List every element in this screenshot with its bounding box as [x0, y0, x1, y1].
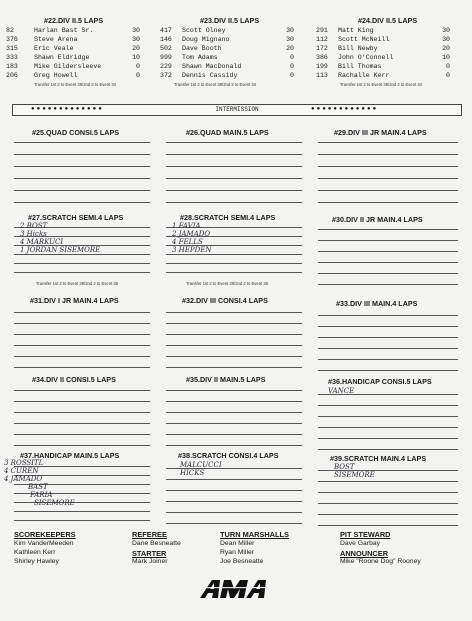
- event-35-lines: [166, 390, 302, 446]
- event-22: [6, 16, 154, 94]
- entry-points: 10: [132, 54, 140, 61]
- entry-points: 0: [290, 72, 294, 79]
- entry-number: 206: [6, 72, 18, 79]
- entry-points: 0: [290, 63, 294, 70]
- handwritten-entry: 3 ROSSITL: [4, 459, 44, 467]
- entry-points: 30: [442, 27, 450, 34]
- event-33-lines: [318, 315, 458, 371]
- entry-name: Harlan Bast Sr.: [34, 27, 94, 34]
- entry-points: 20: [442, 45, 450, 52]
- event-25-lines: [14, 142, 150, 203]
- handwritten-entry: MALCUCCI: [180, 461, 222, 469]
- handwritten-entry: 4 FELLS: [172, 238, 203, 246]
- official-name: Dane Besneatte: [132, 540, 181, 547]
- handwritten-entry: FARIA: [30, 491, 53, 499]
- event-28-title: #28.SCRATCH SEMI.4 LAPS: [180, 213, 276, 222]
- event-31-title: #31.DIV I JR MAIN.4 LAPS: [30, 296, 119, 305]
- entry-points: 30: [442, 36, 450, 43]
- event-23: [160, 16, 308, 94]
- handwritten-entry: 2 JAMADO: [172, 230, 211, 238]
- entry-number: 376: [6, 36, 18, 43]
- entry-number: 502: [160, 45, 172, 52]
- entry-number: 183: [6, 63, 18, 70]
- entry-name: Scott Olney: [182, 27, 226, 34]
- scorekeepers-heading: SCOREKEEPERS: [14, 530, 76, 539]
- event-30-lines: [318, 229, 458, 285]
- entry-points: 30: [286, 36, 294, 43]
- official-name: Mark Joiner: [132, 558, 168, 565]
- entry-number: 417: [160, 27, 172, 34]
- event-38-title: #38.SCRATCH CONSI.4 LAPS: [178, 451, 279, 460]
- entry-name: Bill Newby: [338, 45, 378, 52]
- entry-number: 372: [160, 72, 172, 79]
- event-26-lines: [166, 142, 302, 203]
- handwritten-entry: 1 JORDAN SISEMORE: [20, 246, 101, 254]
- entry-name: Eric Veale: [34, 45, 74, 52]
- entry-points: 0: [446, 63, 450, 70]
- entry-points: 0: [136, 63, 140, 70]
- entry-name: Mike Gildersleeve: [34, 63, 102, 70]
- entry-points: 10: [442, 54, 450, 61]
- referee-heading: REFEREE: [132, 530, 167, 539]
- entry-number: 172: [316, 45, 328, 52]
- transfer-note: Transfer 1st 2 to Event 39/2nd 2 to Event 34: [34, 82, 117, 87]
- entry-points: 0: [290, 54, 294, 61]
- entry-number: 386: [316, 54, 328, 61]
- event-27-title: #27.SCRATCH SEMI.4 LAPS: [28, 213, 124, 222]
- official-name: Ryan Miller: [220, 549, 254, 556]
- transfer-note: Transfer 1st 2 to Event 39/2nd 2 to Event 38: [186, 281, 269, 286]
- event-33-title: #33.DIV III MAIN.4 LAPS: [336, 299, 418, 308]
- handwritten-entry: SISEMORE: [334, 471, 375, 479]
- entry-number: 333: [6, 54, 18, 61]
- entry-number: 82: [6, 27, 14, 34]
- entry-name: Shawn Eldridge: [34, 54, 90, 61]
- entry-name: Rachalle Kerr: [338, 72, 390, 79]
- handwritten-entry: SISEMORE: [34, 499, 75, 507]
- entry-name: Bill Thomas: [338, 63, 382, 70]
- handwritten-entry: 3 HEPDEN: [172, 246, 212, 254]
- event-37-title: #37.HANDICAP MAIN.5 LAPS: [20, 451, 120, 460]
- entry-name: Shawn MacDonald: [182, 63, 242, 70]
- entry-points: 30: [286, 27, 294, 34]
- official-name: Kim VanderMeeden: [14, 540, 74, 547]
- handwritten-entry: HICKS: [180, 469, 205, 477]
- entry-number: 112: [316, 36, 328, 43]
- official-name: Joe Besneatte: [220, 558, 264, 565]
- official-name: Kathleen Kerr: [14, 549, 56, 556]
- entry-name: Scott McNeill: [338, 36, 390, 43]
- official-name: Mike "Roone Dog" Rooney: [340, 558, 421, 565]
- entry-name: Tom Adams: [182, 54, 218, 61]
- handwritten-entry: BAST: [28, 483, 48, 491]
- entry-name: Doug Mignano: [182, 36, 230, 43]
- entry-points: 30: [132, 27, 140, 34]
- entry-name: Steve Arena: [34, 36, 78, 43]
- event-32-title: #32.DIV III CONSI.4 LAPS: [182, 296, 268, 305]
- entry-points: 0: [446, 72, 450, 79]
- event-title: #24.DIV II.5 LAPS: [358, 16, 418, 25]
- entry-name: John O'Connell: [338, 54, 394, 61]
- entry-number: 315: [6, 45, 18, 52]
- intermission-bar: [12, 104, 462, 116]
- starter-heading: STARTER: [132, 549, 167, 558]
- handwritten-entry: 3 Hicks: [20, 230, 47, 238]
- handwritten-entry: BOST: [334, 463, 355, 471]
- event-29-lines: [318, 142, 458, 203]
- event-title: #23.DIV II.5 LAPS: [200, 16, 260, 25]
- transfer-note: Transfer 1st 2 to Event 39/2nd 2 to Event 34: [174, 82, 257, 87]
- event-title: #22.DIV II.5 LAPS: [44, 16, 104, 25]
- handwritten-entry: VANCE: [328, 387, 355, 395]
- event-35-title: #35.DIV II MAIN.5 LAPS: [186, 375, 266, 384]
- entry-number: 291: [316, 27, 328, 34]
- entry-number: 199: [316, 63, 328, 70]
- event-32-lines: [166, 312, 302, 368]
- dots-left: ●●●●●●●●●●●●●: [31, 105, 104, 112]
- entry-number: 229: [160, 63, 172, 70]
- handwritten-entry: 4 CUREN: [4, 467, 39, 475]
- event-24: [316, 16, 466, 94]
- event-39-title: #39.SCRATCH MAIN.4 LAPS: [330, 454, 427, 463]
- handwritten-entry: 4 MARKUCI: [20, 238, 64, 246]
- announcer-heading: ANNOUNCER: [340, 549, 389, 558]
- entry-name: Dave Booth: [182, 45, 222, 52]
- handwritten-entry: 4 JAMADO: [4, 475, 43, 483]
- entry-number: 113: [316, 72, 328, 79]
- official-name: Dave Garbay: [340, 540, 381, 547]
- entry-name: Matt King: [338, 27, 374, 34]
- event-36-lines: [318, 394, 458, 450]
- official-name: Shirley Hawley: [14, 558, 59, 565]
- event-36-title: #36.HANDICAP CONSI.5 LAPS: [328, 377, 432, 386]
- event-34-title: #34.DIV II CONSI.5 LAPS: [32, 375, 116, 384]
- event-29-title: #29.DIV III JR MAIN.4 LAPS: [334, 128, 427, 137]
- entry-points: 20: [286, 45, 294, 52]
- transfer-note: Transfer 1st 2 to Event 39/2nd 2 to Event 38: [36, 281, 119, 286]
- pit-steward-heading: PIT STEWARD: [340, 530, 391, 539]
- turn-marshalls-heading: TURN MARSHALLS: [220, 530, 289, 539]
- entry-points: 30: [132, 36, 140, 43]
- event-30-title: #30.DIV II JR MAIN.4 LAPS: [332, 215, 423, 224]
- event-34-lines: [14, 390, 150, 446]
- ama-logo: [198, 578, 274, 600]
- entry-name: Dennis Cassidy: [182, 72, 238, 79]
- dots-right: ●●●●●●●●●●●●: [311, 105, 379, 112]
- entry-points: 20: [132, 45, 140, 52]
- intermission-label: INTERMISSION: [215, 106, 259, 113]
- entry-points: 0: [136, 72, 140, 79]
- entry-name: Greg Howell: [34, 72, 78, 79]
- transfer-note: Transfer 1st 2 to Event 39/2nd 2 to Event 34: [340, 82, 423, 87]
- handwritten-entry: 2 BOST: [20, 222, 48, 230]
- handwritten-entry: 1 FAVIA: [172, 222, 201, 230]
- event-26-title: #26.QUAD MAIN.5 LAPS: [186, 128, 269, 137]
- entry-number: 999: [160, 54, 172, 61]
- event-31-lines: [14, 312, 150, 368]
- official-name: Dean Miller: [220, 540, 255, 547]
- event-25-title: #25.QUAD CONSI.5 LAPS: [32, 128, 120, 137]
- entry-number: 146: [160, 36, 172, 43]
